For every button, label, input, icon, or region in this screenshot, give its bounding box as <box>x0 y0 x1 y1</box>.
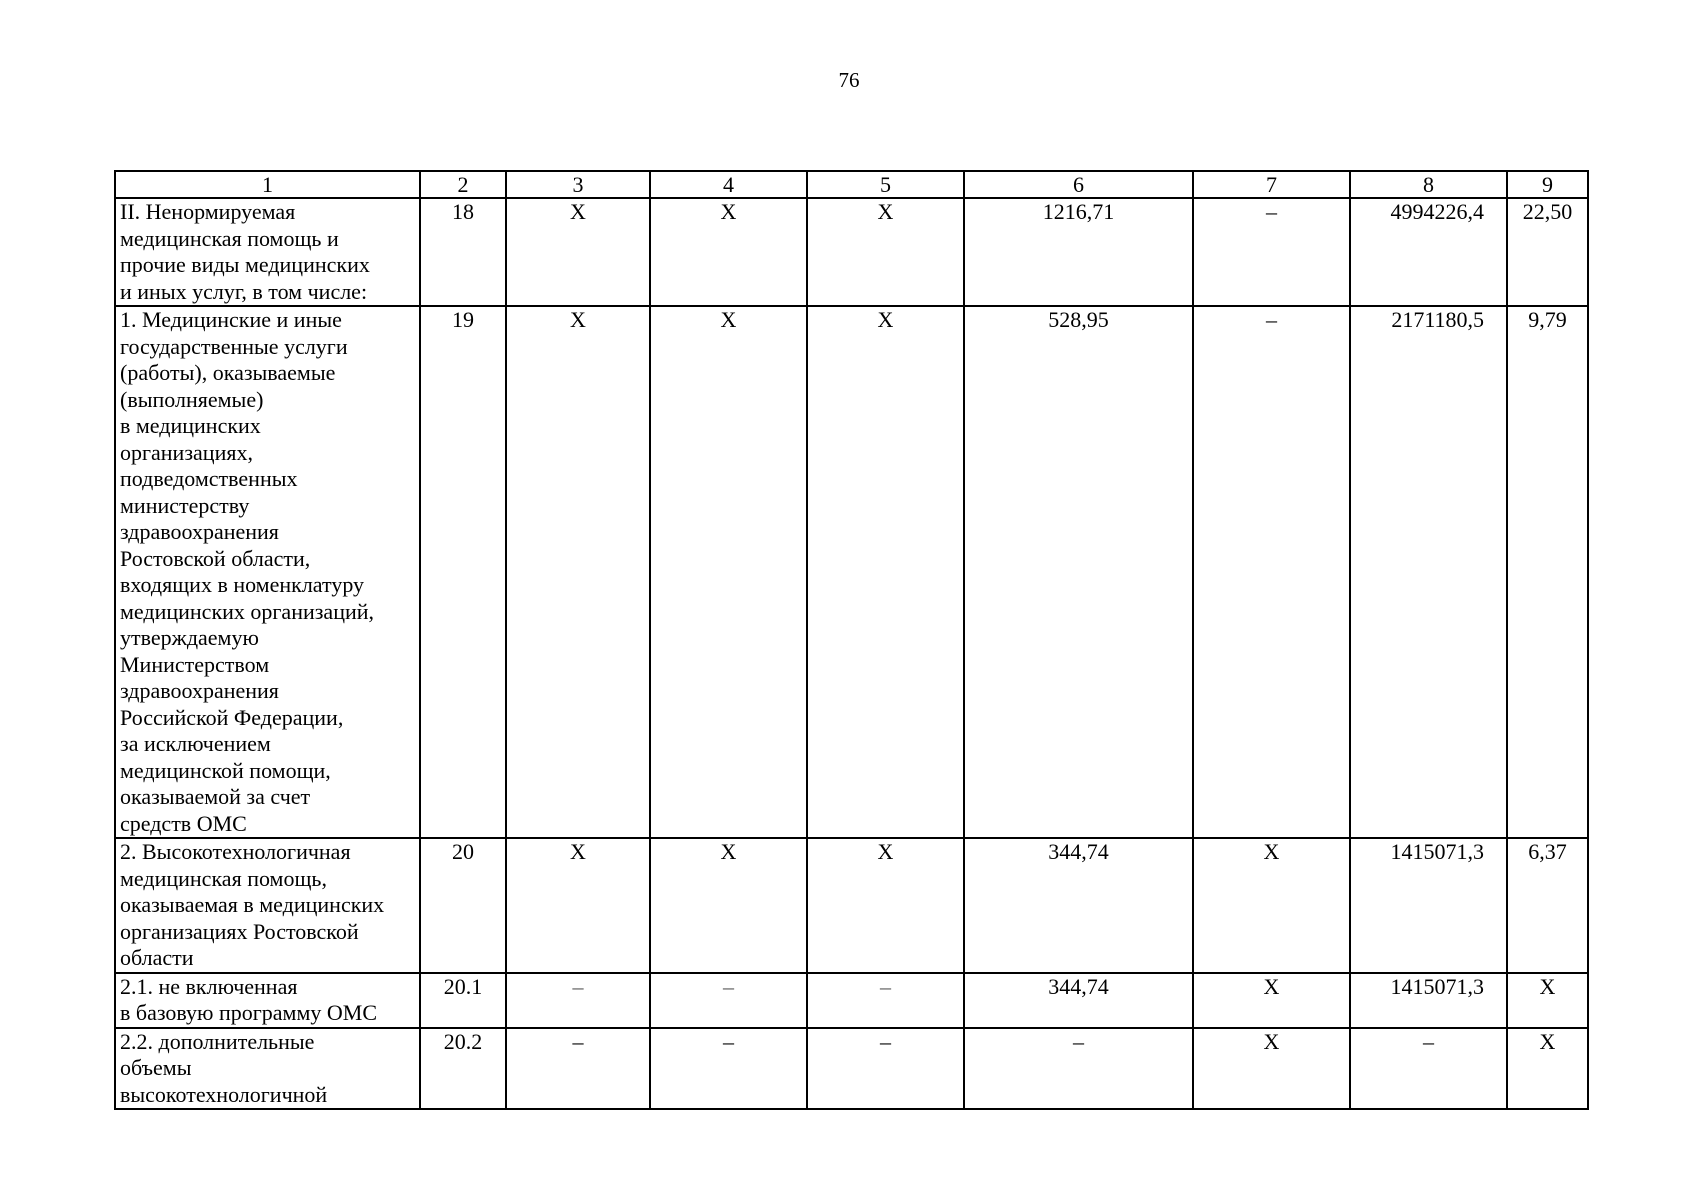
cell-col7: Х <box>1193 973 1350 1028</box>
table-row <box>115 973 1588 1028</box>
column-header: 7 <box>1193 171 1350 198</box>
cell-col3: – <box>506 973 650 1028</box>
column-header: 8 <box>1350 171 1507 198</box>
cell-col3: Х <box>506 198 650 306</box>
cell-col7: – <box>1193 198 1350 306</box>
cell-col5: – <box>807 1028 964 1110</box>
row-code: 20.2 <box>420 1028 506 1110</box>
row-code: 19 <box>420 306 506 838</box>
row-description: 2.2. дополнительные объемы высокотехнологичной <box>115 1028 420 1110</box>
header-row <box>115 171 1588 198</box>
cell-col8: 1415071,3 <box>1350 838 1507 973</box>
cell-col9: 22,50 <box>1507 198 1588 306</box>
column-header: 6 <box>964 171 1193 198</box>
cell-col6: – <box>964 1028 1193 1110</box>
cell-col6: 528,95 <box>964 306 1193 838</box>
cell-col4: – <box>650 1028 807 1110</box>
row-description: 2.1. не включенная в базовую программу ОМС <box>115 973 420 1028</box>
cell-col5: – <box>807 973 964 1028</box>
table-row <box>115 306 1588 838</box>
cell-col4: – <box>650 973 807 1028</box>
cell-col6: 344,74 <box>964 838 1193 973</box>
row-code: 18 <box>420 198 506 306</box>
data-table <box>114 170 1589 1110</box>
cell-col9: Х <box>1507 973 1588 1028</box>
cell-col9: 6,37 <box>1507 838 1588 973</box>
cell-col7: – <box>1193 306 1350 838</box>
cell-col4: Х <box>650 306 807 838</box>
cell-col5: Х <box>807 306 964 838</box>
row-code: 20.1 <box>420 973 506 1028</box>
table-row <box>115 1028 1588 1110</box>
cell-col3: Х <box>506 838 650 973</box>
cell-col8: 4994226,4 <box>1350 198 1507 306</box>
column-header: 1 <box>115 171 420 198</box>
cell-col3: Х <box>506 306 650 838</box>
cell-col8: 1415071,3 <box>1350 973 1507 1028</box>
row-description: 1. Медицинские и иные государственные услуги (работы), оказываемые (выполняемые) в медицинских организациях, подведомственных министерству здравоохранения Ростовской области, входящих в номенклатуру медицинских организаций, утверждаемую Министерством здравоохранения Российской Федерации, за исключением медицинской помощи, оказываемой за счет средств ОМС <box>115 306 420 838</box>
page-number: 76 <box>838 68 860 92</box>
cell-col4: Х <box>650 198 807 306</box>
column-header: 4 <box>650 171 807 198</box>
row-description: II. Ненормируемая медицинская помощь и прочие виды медицинских и иных услуг, в том числе: <box>115 198 420 306</box>
column-header: 3 <box>506 171 650 198</box>
cell-col5: Х <box>807 198 964 306</box>
cell-col7: Х <box>1193 838 1350 973</box>
cell-col9: Х <box>1507 1028 1588 1110</box>
cell-col7: Х <box>1193 1028 1350 1110</box>
cell-col9: 9,79 <box>1507 306 1588 838</box>
column-header: 5 <box>807 171 964 198</box>
column-header: 9 <box>1507 171 1588 198</box>
row-code: 20 <box>420 838 506 973</box>
table-row <box>115 198 1588 306</box>
cell-col6: 344,74 <box>964 973 1193 1028</box>
cell-col3: – <box>506 1028 650 1110</box>
cell-col6: 1216,71 <box>964 198 1193 306</box>
cell-col8: 2171180,5 <box>1350 306 1507 838</box>
row-description: 2. Высокотехнологичная медицинская помощь, оказываемая в медицинских организациях Ростовской области <box>115 838 420 973</box>
table-row <box>115 838 1588 973</box>
cell-col8: – <box>1350 1028 1507 1110</box>
cell-col4: Х <box>650 838 807 973</box>
cell-col5: Х <box>807 838 964 973</box>
column-header: 2 <box>420 171 506 198</box>
